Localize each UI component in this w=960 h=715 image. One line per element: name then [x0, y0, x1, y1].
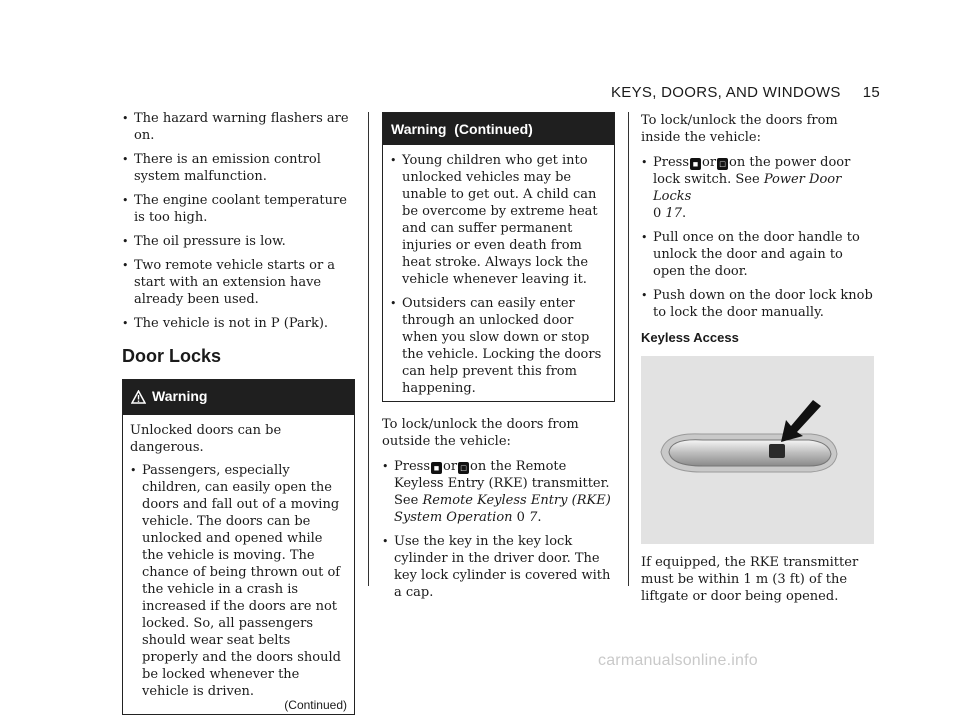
warning-intro: Unlocked doors can be dangerous.: [130, 423, 282, 455]
list-item: • The vehicle is not in P (Park).: [122, 315, 355, 332]
lock-icon: ■: [690, 158, 701, 170]
warning-title: Warning: [152, 388, 208, 404]
column-3: [641, 112, 877, 605]
unlock-icon: □: [717, 158, 728, 170]
page-arrow: 0: [653, 206, 662, 221]
reference-page[interactable]: 17: [665, 206, 682, 221]
inside-lock-list: [641, 154, 877, 321]
page-arrow: 0: [516, 510, 525, 525]
warning-list: [130, 462, 347, 700]
page-number: 15: [862, 84, 880, 101]
reference-link[interactable]: Power Door Locks: [653, 172, 842, 204]
watermark: carmanualsonline.info: [598, 652, 758, 669]
list-item: • There is an emission control system malfunction.: [122, 151, 355, 185]
column-1: [122, 110, 355, 715]
text-or: or: [702, 155, 717, 170]
rke-range-text: If equipped, the RKE transmitter must be within 1 m (3 ft) of the liftgate or door being opened.: [641, 555, 859, 604]
list-item: [641, 154, 877, 222]
list-item: • Use the key in the key lock cylinder in the driver door. The key lock cylinder is covered with a cap.: [382, 533, 615, 601]
warning-body: [123, 415, 354, 714]
list-item: • Passengers, especially children, can easily open the doors and fall out of a moving vehicle. The doors can be unlocked and opened while the vehicle is moving. The chance of being thrown out of the vehicle in a crash is increased if the doors are not locked. So, all passengers should wear seat belts properly and the doors should be locked whenever the vehicle is driven.: [130, 462, 347, 700]
section-title: KEYS, DOORS, AND WINDOWS: [610, 84, 841, 101]
warning-icon: [131, 390, 146, 408]
reference-link[interactable]: Remote Keyless Entry (RKE) System Operation: [394, 493, 611, 525]
outside-lock-list: [382, 458, 615, 601]
list-item: • Two remote vehicle starts or a start with an extension have already been used.: [122, 257, 355, 308]
list-item: • The oil pressure is low.: [122, 233, 355, 250]
column-2: [382, 112, 615, 608]
subsection-heading: Keyless Access: [641, 330, 739, 345]
column-divider: [628, 112, 629, 586]
continued-label: (Continued): [284, 698, 347, 712]
text-press: Press: [653, 155, 689, 170]
section-heading: Door Locks: [122, 346, 222, 366]
warning-title-bar: [123, 380, 354, 415]
door-handle-image: [641, 356, 874, 544]
inside-lock-intro: To lock/unlock the doors from inside the vehicle:: [641, 113, 838, 145]
text-after: on the Remote Keyless Entry (RKE) transmitter. See: [394, 459, 610, 508]
warning-list: [390, 152, 607, 397]
list-item: • Push down on the door lock knob to lock the door manually.: [641, 287, 877, 321]
reference-page[interactable]: 7: [529, 510, 538, 525]
period: .: [681, 206, 687, 221]
period: .: [537, 510, 542, 525]
warning-box-continued: [382, 112, 615, 402]
unlock-icon: □: [458, 462, 469, 474]
warning-body: [383, 145, 614, 397]
text-after: on the power door lock switch. See: [653, 155, 851, 187]
list-item: • Young children who get into unlocked vehicles may be unable to get out. A child can be overcome by extreme heat and can suffer permanent injuries or even death from heat stroke. Always lock the vehicle whenever leaving it.: [390, 152, 607, 288]
outside-lock-intro: To lock/unlock the doors from outside the vehicle:: [382, 417, 579, 449]
text-press: Press: [394, 459, 430, 474]
list-item: • The engine coolant temperature is too high.: [122, 192, 355, 226]
lock-icon: ■: [431, 462, 442, 474]
list-item: • Pull once on the door handle to unlock the door and again to open the door.: [641, 229, 877, 280]
list-item: • Outsiders can easily enter through an unlocked door when you slow down or stop the vehicle. Locking the doors can help prevent this from happening.: [390, 295, 607, 397]
list-item: • The hazard warning flashers are on.: [122, 110, 355, 144]
page-header: [600, 84, 880, 101]
warning-box: [122, 379, 355, 715]
warning-title-bar: Warning (Continued): [383, 113, 614, 145]
column-divider: [368, 112, 369, 586]
text-or: or: [443, 459, 458, 474]
list-item: [382, 458, 615, 526]
condition-list: [122, 110, 355, 332]
